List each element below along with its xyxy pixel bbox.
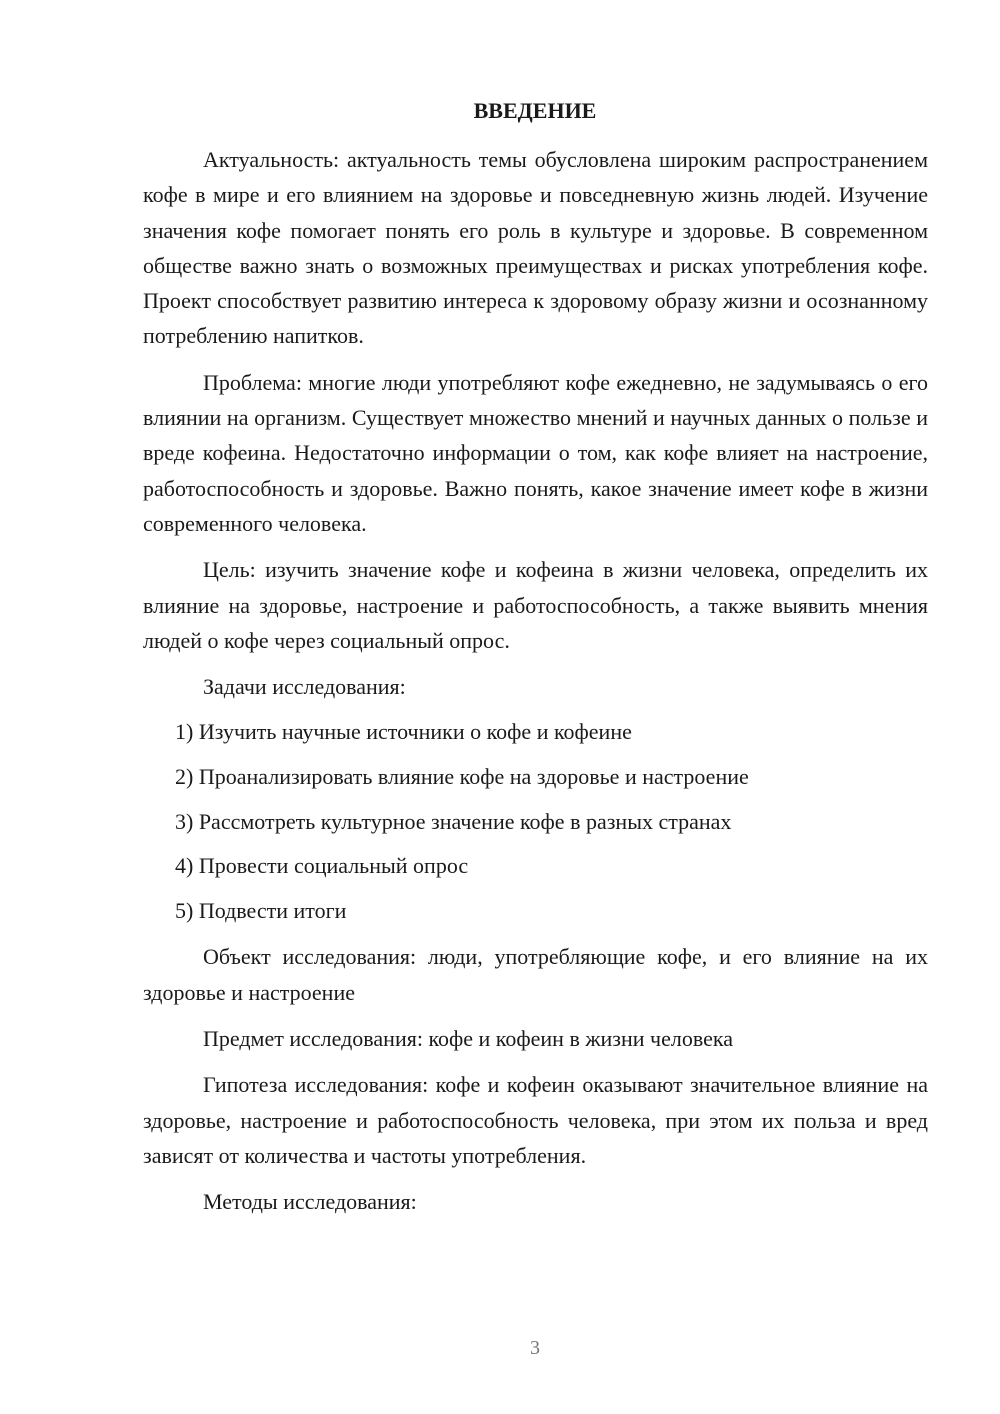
- page-number: 3: [530, 1337, 540, 1359]
- relevance-paragraph: Актуальность: актуальность темы обусловлена широким распространением кофе в мире и его влиянием на здоровье и повседневную жизнь людей. Изучение значения кофе помогает понять его роль в культуре и здоровье. В современном обществе важно знать о возможных преимуществах и рисках употребления кофе. Проект способствует развитию интереса к здоровому образу жизни и осознанному потреблению напитков.: [143, 147, 928, 349]
- goal-paragraph: Цель: изучить значение кофе и кофеина в жизни человека, определить их влияние на здоровье, настроение и работоспособность, а также выявить мнения людей о кофе через социальный опрос.: [143, 557, 928, 653]
- tasks-heading: Задачи исследования:: [203, 674, 406, 700]
- object-paragraph: Объект исследования: люди, употребляющие кофе, и его влияние на их здоровье и настроение: [143, 944, 928, 1005]
- tasks-list: [143, 714, 928, 928]
- hypothesis-paragraph: Гипотеза исследования: кофе и кофеин оказывают значительное влияние на здоровье, настроение и работоспособность человека, при этом их польза и вред зависят от количества и частоты употребления.: [143, 1072, 928, 1168]
- page-title: ВВЕДЕНИЕ: [473, 98, 597, 123]
- list-item: 5) Подвести итоги: [175, 898, 347, 924]
- subject-paragraph: Предмет исследования: кофе и кофеин в жизни человека: [203, 1026, 733, 1052]
- document-body: [143, 142, 928, 1220]
- methods-heading: Методы исследования:: [203, 1189, 417, 1215]
- list-item: 1) Изучить научные источники о кофе и кофеине: [175, 718, 632, 744]
- problem-paragraph: Проблема: многие люди употребляют кофе ежедневно, не задумываясь о его влиянии на организм. Существует множество мнений и научных данных о пользе и вреде кофеина. Недостаточно информации о том, как кофе влияет на настроение, работоспособность и здоровье. Важно понять, какое значение имеет кофе в жизни современного человека.: [143, 369, 928, 536]
- list-item: 3) Рассмотреть культурное значение кофе в разных странах: [175, 808, 732, 834]
- list-item: 2) Проанализировать влияние кофе на здоровье и настроение: [175, 763, 749, 789]
- list-item: 4) Провести социальный опрос: [175, 853, 469, 879]
